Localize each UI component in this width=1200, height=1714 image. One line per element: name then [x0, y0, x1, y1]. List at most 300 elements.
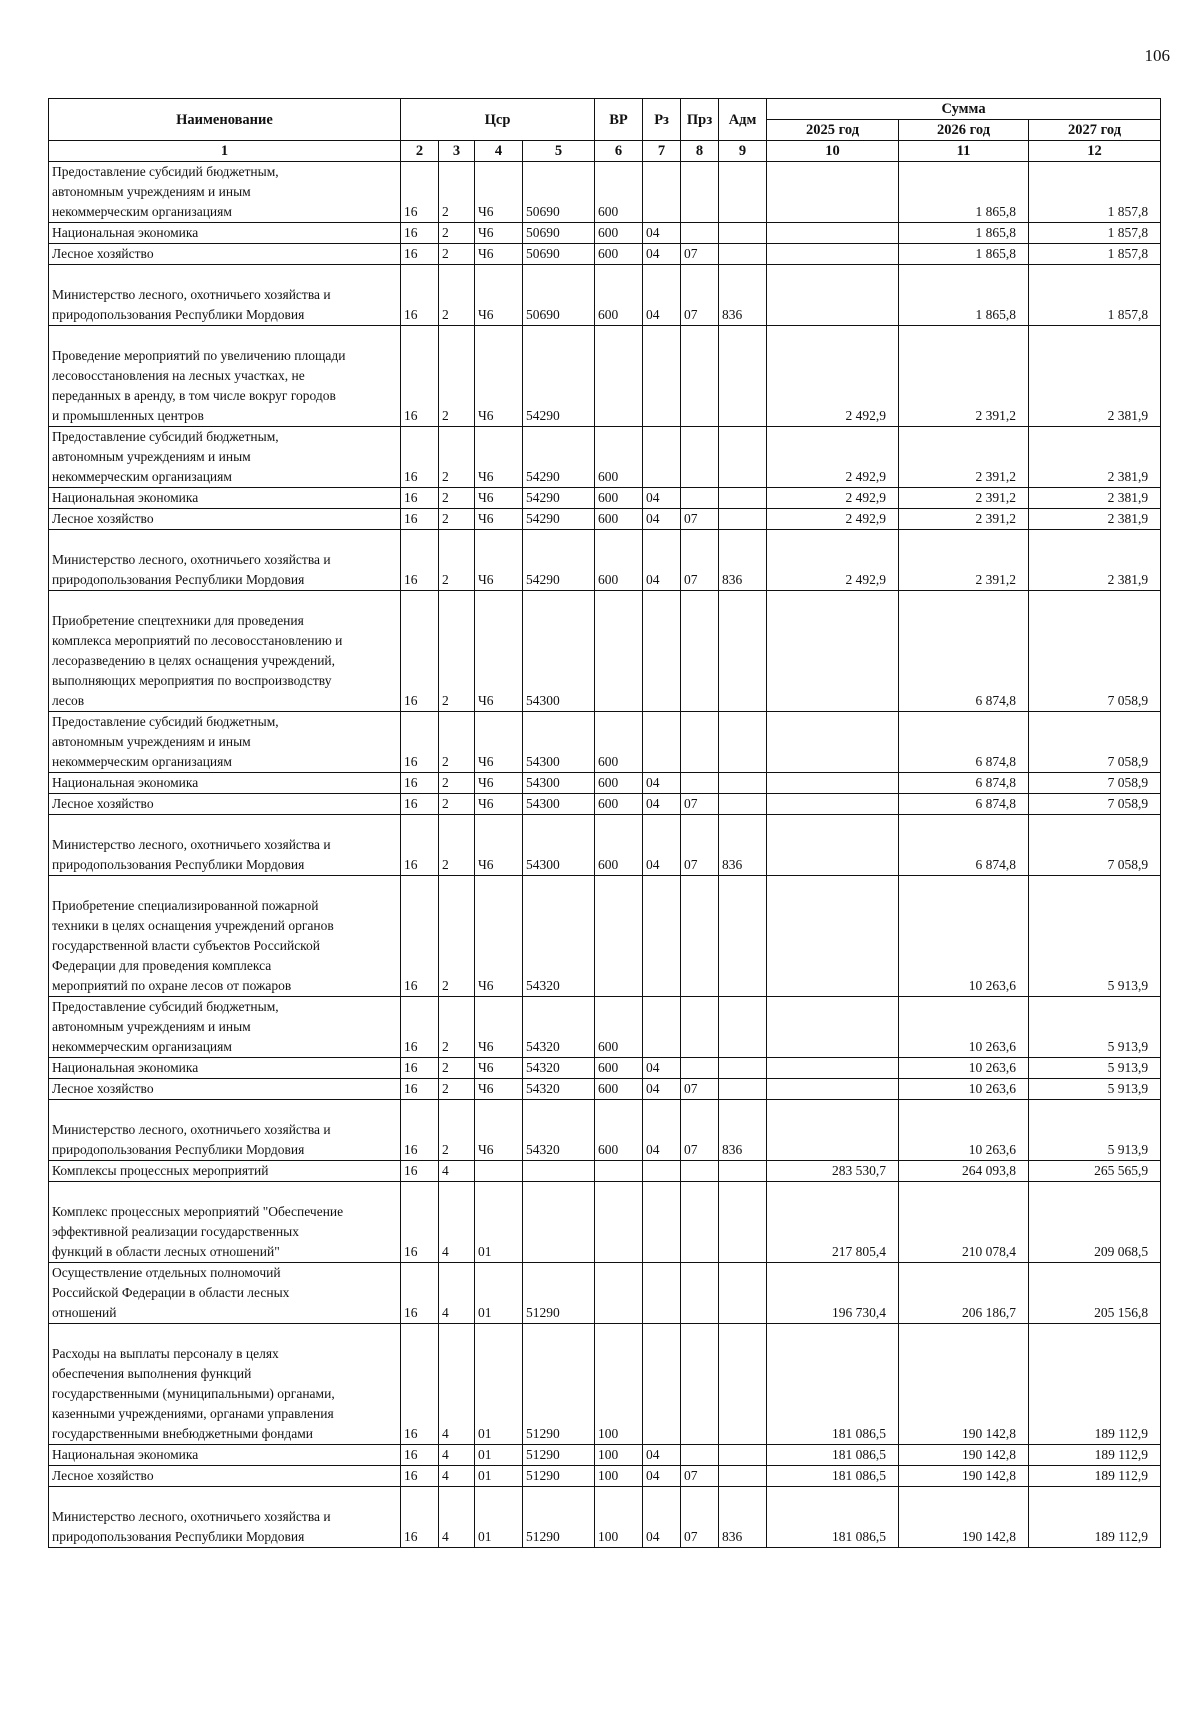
- cell-vr: 600: [595, 488, 643, 509]
- cell-csr-type: 2: [439, 488, 475, 509]
- cell-csr-program: 16: [401, 1445, 439, 1466]
- table-body: [49, 162, 1161, 1548]
- cell-adm: [719, 591, 767, 712]
- cell-rz: [643, 997, 681, 1058]
- cell-amount-2026: 190 142,8: [899, 1445, 1029, 1466]
- cell-amount-2025: [767, 997, 899, 1058]
- cell-rz: 04: [643, 265, 681, 326]
- cell-vr: 600: [595, 265, 643, 326]
- cell-csr-type: 4: [439, 1182, 475, 1263]
- cell-amount-2026: 264 093,8: [899, 1161, 1029, 1182]
- cell-adm: 836: [719, 815, 767, 876]
- cell-name: Комплексы процессных мероприятий: [49, 1161, 401, 1182]
- cell-csr-type: 2: [439, 530, 475, 591]
- cell-name: Приобретение специализированной пожарной техники в целях оснащения учреждений органов государственной власти субъектов Российской Федерации для проведения комплекса мероприятий по охране лесов от пожаров: [49, 876, 401, 997]
- cell-amount-2025: [767, 244, 899, 265]
- cell-rz: 04: [643, 1466, 681, 1487]
- cell-vr: 100: [595, 1466, 643, 1487]
- cell-adm: 836: [719, 530, 767, 591]
- cell-amount-2025: 2 492,9: [767, 488, 899, 509]
- cell-csr-program: 16: [401, 488, 439, 509]
- cell-csr-direction: [523, 1182, 595, 1263]
- col-number: 7: [643, 141, 681, 162]
- cell-vr: [595, 591, 643, 712]
- cell-csr-element: Ч6: [475, 427, 523, 488]
- cell-amount-2026: 1 865,8: [899, 223, 1029, 244]
- table-row: [49, 1058, 1161, 1079]
- table-row: [49, 794, 1161, 815]
- cell-amount-2027: 2 381,9: [1029, 509, 1161, 530]
- cell-name: Министерство лесного, охотничьего хозяйства и природопользования Республики Мордовия: [49, 265, 401, 326]
- cell-amount-2027: 5 913,9: [1029, 1100, 1161, 1161]
- cell-adm: [719, 509, 767, 530]
- table-row: [49, 876, 1161, 997]
- cell-csr-element: 01: [475, 1263, 523, 1324]
- cell-csr-element: Ч6: [475, 162, 523, 223]
- cell-csr-element: Ч6: [475, 509, 523, 530]
- cell-prz: 07: [681, 265, 719, 326]
- cell-amount-2025: [767, 794, 899, 815]
- cell-name: Национальная экономика: [49, 1058, 401, 1079]
- cell-rz: 04: [643, 1058, 681, 1079]
- cell-name: Комплекс процессных мероприятий "Обеспечение эффективной реализации государственных функций в области лесных отношений": [49, 1182, 401, 1263]
- col-number: 5: [523, 141, 595, 162]
- cell-amount-2026: 2 391,2: [899, 427, 1029, 488]
- cell-csr-direction: 51290: [523, 1487, 595, 1548]
- table-row: [49, 1487, 1161, 1548]
- cell-csr-program: 16: [401, 591, 439, 712]
- cell-csr-direction: 51290: [523, 1466, 595, 1487]
- cell-prz: [681, 488, 719, 509]
- cell-amount-2025: [767, 1058, 899, 1079]
- cell-csr-element: Ч6: [475, 815, 523, 876]
- cell-csr-program: 16: [401, 712, 439, 773]
- cell-csr-type: 2: [439, 1100, 475, 1161]
- cell-csr-program: 16: [401, 427, 439, 488]
- cell-amount-2026: 1 865,8: [899, 162, 1029, 223]
- cell-amount-2025: [767, 815, 899, 876]
- cell-prz: [681, 591, 719, 712]
- table-row: [49, 1445, 1161, 1466]
- cell-amount-2026: 206 186,7: [899, 1263, 1029, 1324]
- cell-amount-2026: 1 865,8: [899, 265, 1029, 326]
- cell-vr: 600: [595, 1079, 643, 1100]
- table-row: [49, 712, 1161, 773]
- header-year-2025: 2025 год: [767, 120, 899, 141]
- cell-csr-direction: 54290: [523, 530, 595, 591]
- cell-amount-2027: 5 913,9: [1029, 876, 1161, 997]
- cell-csr-element: 01: [475, 1182, 523, 1263]
- cell-vr: 600: [595, 244, 643, 265]
- cell-rz: [643, 1324, 681, 1445]
- cell-amount-2025: [767, 876, 899, 997]
- cell-amount-2027: 2 381,9: [1029, 530, 1161, 591]
- cell-csr-element: Ч6: [475, 794, 523, 815]
- cell-csr-element: [475, 1161, 523, 1182]
- header-vr: ВР: [595, 99, 643, 141]
- cell-csr-type: 2: [439, 773, 475, 794]
- cell-csr-element: 01: [475, 1466, 523, 1487]
- cell-rz: [643, 1161, 681, 1182]
- cell-amount-2027: 189 112,9: [1029, 1487, 1161, 1548]
- cell-csr-direction: 50690: [523, 223, 595, 244]
- cell-vr: 600: [595, 427, 643, 488]
- header-year-2027: 2027 год: [1029, 120, 1161, 141]
- cell-vr: 600: [595, 773, 643, 794]
- table-row: [49, 1182, 1161, 1263]
- table-row: [49, 1263, 1161, 1324]
- cell-amount-2025: 181 086,5: [767, 1445, 899, 1466]
- cell-csr-program: 16: [401, 773, 439, 794]
- cell-amount-2026: 6 874,8: [899, 794, 1029, 815]
- cell-name: Предоставление субсидий бюджетным, автономным учреждениям и иным некоммерческим организациям: [49, 162, 401, 223]
- page-number: 106: [1144, 46, 1170, 65]
- cell-csr-direction: 54290: [523, 427, 595, 488]
- cell-amount-2026: 2 391,2: [899, 509, 1029, 530]
- cell-name: Лесное хозяйство: [49, 509, 401, 530]
- cell-csr-direction: 50690: [523, 244, 595, 265]
- cell-csr-type: 2: [439, 712, 475, 773]
- cell-rz: [643, 1182, 681, 1263]
- cell-csr-direction: 54320: [523, 1058, 595, 1079]
- table-row: [49, 162, 1161, 223]
- cell-name: Приобретение спецтехники для проведения комплекса мероприятий по лесовосстановлению и лесоразведению в целях оснащения учреждений, выполняющих мероприятия по воспроизводству лесов: [49, 591, 401, 712]
- cell-csr-program: 16: [401, 997, 439, 1058]
- col-number: 11: [899, 141, 1029, 162]
- cell-csr-direction: 54320: [523, 997, 595, 1058]
- cell-rz: 04: [643, 530, 681, 591]
- table-row: [49, 265, 1161, 326]
- cell-prz: [681, 427, 719, 488]
- cell-adm: 836: [719, 265, 767, 326]
- cell-prz: 07: [681, 794, 719, 815]
- cell-name: Проведение мероприятий по увеличению площади лесовосстановления на лесных участках, не переданных в аренду, в том числе вокруг городов и промышленных центров: [49, 326, 401, 427]
- cell-name: Лесное хозяйство: [49, 1466, 401, 1487]
- table-row: [49, 530, 1161, 591]
- cell-csr-program: 16: [401, 223, 439, 244]
- cell-prz: 07: [681, 1079, 719, 1100]
- cell-csr-direction: 54320: [523, 876, 595, 997]
- cell-csr-type: 4: [439, 1487, 475, 1548]
- cell-prz: [681, 1161, 719, 1182]
- header-csr: Цср: [401, 99, 595, 141]
- cell-adm: [719, 326, 767, 427]
- cell-amount-2027: 5 913,9: [1029, 997, 1161, 1058]
- cell-csr-program: 16: [401, 1079, 439, 1100]
- cell-csr-direction: 54300: [523, 712, 595, 773]
- header-year-2026: 2026 год: [899, 120, 1029, 141]
- cell-name: Министерство лесного, охотничьего хозяйства и природопользования Республики Мордовия: [49, 530, 401, 591]
- cell-prz: [681, 1445, 719, 1466]
- cell-adm: [719, 997, 767, 1058]
- cell-csr-program: 16: [401, 1182, 439, 1263]
- cell-amount-2027: 205 156,8: [1029, 1263, 1161, 1324]
- col-number: 8: [681, 141, 719, 162]
- cell-amount-2025: 181 086,5: [767, 1466, 899, 1487]
- cell-csr-program: 16: [401, 530, 439, 591]
- cell-amount-2025: 2 492,9: [767, 509, 899, 530]
- cell-csr-element: Ч6: [475, 265, 523, 326]
- cell-csr-element: Ч6: [475, 773, 523, 794]
- cell-csr-direction: 54300: [523, 794, 595, 815]
- cell-csr-type: 2: [439, 1058, 475, 1079]
- cell-rz: 04: [643, 815, 681, 876]
- cell-amount-2026: 2 391,2: [899, 326, 1029, 427]
- cell-prz: [681, 326, 719, 427]
- table-row: [49, 1161, 1161, 1182]
- cell-csr-type: 4: [439, 1445, 475, 1466]
- table-row: [49, 591, 1161, 712]
- cell-amount-2026: 2 391,2: [899, 530, 1029, 591]
- cell-amount-2027: 5 913,9: [1029, 1079, 1161, 1100]
- table-row: [49, 244, 1161, 265]
- table-row: [49, 509, 1161, 530]
- cell-amount-2027: 7 058,9: [1029, 773, 1161, 794]
- cell-adm: [719, 1058, 767, 1079]
- cell-adm: [719, 794, 767, 815]
- cell-csr-element: Ч6: [475, 244, 523, 265]
- cell-csr-program: 16: [401, 1100, 439, 1161]
- cell-rz: [643, 712, 681, 773]
- cell-vr: 600: [595, 1100, 643, 1161]
- cell-csr-program: 16: [401, 876, 439, 997]
- table-row: [49, 815, 1161, 876]
- cell-amount-2027: 1 857,8: [1029, 162, 1161, 223]
- cell-csr-element: Ч6: [475, 223, 523, 244]
- cell-csr-type: 2: [439, 1079, 475, 1100]
- header-prz: Прз: [681, 99, 719, 141]
- cell-name: Предоставление субсидий бюджетным, автономным учреждениям и иным некоммерческим организациям: [49, 997, 401, 1058]
- col-number: 9: [719, 141, 767, 162]
- cell-prz: [681, 773, 719, 794]
- cell-csr-type: 2: [439, 223, 475, 244]
- cell-amount-2025: 2 492,9: [767, 427, 899, 488]
- cell-rz: 04: [643, 1445, 681, 1466]
- cell-adm: [719, 1445, 767, 1466]
- cell-adm: [719, 1182, 767, 1263]
- header-adm: Адм: [719, 99, 767, 141]
- cell-rz: [643, 1263, 681, 1324]
- cell-csr-program: 16: [401, 244, 439, 265]
- cell-rz: 04: [643, 244, 681, 265]
- cell-amount-2025: 181 086,5: [767, 1324, 899, 1445]
- cell-csr-element: Ч6: [475, 591, 523, 712]
- cell-amount-2025: 283 530,7: [767, 1161, 899, 1182]
- cell-csr-element: 01: [475, 1445, 523, 1466]
- cell-amount-2026: 6 874,8: [899, 815, 1029, 876]
- cell-adm: [719, 1079, 767, 1100]
- cell-csr-element: Ч6: [475, 530, 523, 591]
- cell-amount-2027: 7 058,9: [1029, 712, 1161, 773]
- cell-amount-2027: 1 857,8: [1029, 244, 1161, 265]
- cell-amount-2026: 190 142,8: [899, 1487, 1029, 1548]
- cell-csr-direction: 50690: [523, 265, 595, 326]
- col-number: 4: [475, 141, 523, 162]
- cell-csr-program: 16: [401, 162, 439, 223]
- cell-rz: 04: [643, 223, 681, 244]
- cell-csr-direction: 50690: [523, 162, 595, 223]
- cell-adm: [719, 876, 767, 997]
- cell-prz: 07: [681, 530, 719, 591]
- cell-adm: [719, 1161, 767, 1182]
- cell-csr-program: 16: [401, 509, 439, 530]
- table-row: [49, 427, 1161, 488]
- cell-prz: [681, 997, 719, 1058]
- cell-rz: 04: [643, 794, 681, 815]
- cell-amount-2027: 2 381,9: [1029, 488, 1161, 509]
- cell-adm: [719, 223, 767, 244]
- cell-name: Осуществление отдельных полномочий Российской Федерации в области лесных отношений: [49, 1263, 401, 1324]
- cell-name: Министерство лесного, охотничьего хозяйства и природопользования Республики Мордовия: [49, 1100, 401, 1161]
- cell-amount-2026: 6 874,8: [899, 591, 1029, 712]
- cell-amount-2027: 1 857,8: [1029, 223, 1161, 244]
- cell-name: Лесное хозяйство: [49, 794, 401, 815]
- cell-adm: [719, 1324, 767, 1445]
- table-row: [49, 223, 1161, 244]
- table-row: [49, 1100, 1161, 1161]
- cell-vr: [595, 326, 643, 427]
- cell-csr-program: 16: [401, 794, 439, 815]
- cell-adm: [719, 162, 767, 223]
- cell-vr: 100: [595, 1324, 643, 1445]
- cell-amount-2026: 10 263,6: [899, 997, 1029, 1058]
- cell-amount-2025: [767, 1100, 899, 1161]
- cell-adm: 836: [719, 1487, 767, 1548]
- cell-prz: 07: [681, 1466, 719, 1487]
- cell-vr: 600: [595, 712, 643, 773]
- cell-csr-program: 16: [401, 1487, 439, 1548]
- cell-amount-2026: 190 142,8: [899, 1466, 1029, 1487]
- col-number: 10: [767, 141, 899, 162]
- cell-name: Предоставление субсидий бюджетным, автономным учреждениям и иным некоммерческим организациям: [49, 712, 401, 773]
- cell-csr-element: Ч6: [475, 326, 523, 427]
- cell-prz: [681, 1324, 719, 1445]
- cell-vr: 100: [595, 1445, 643, 1466]
- cell-amount-2025: 2 492,9: [767, 326, 899, 427]
- cell-csr-direction: 54290: [523, 509, 595, 530]
- cell-amount-2027: 2 381,9: [1029, 427, 1161, 488]
- cell-amount-2026: 190 142,8: [899, 1324, 1029, 1445]
- table-row: [49, 1079, 1161, 1100]
- cell-prz: 07: [681, 1487, 719, 1548]
- cell-vr: 600: [595, 162, 643, 223]
- cell-name: Расходы на выплаты персоналу в целях обеспечения выполнения функций государственными (муниципальными) органами, казенными учреждениями, органами управления государственными внебюджетными фондами: [49, 1324, 401, 1445]
- cell-csr-program: 16: [401, 1161, 439, 1182]
- cell-amount-2026: 2 391,2: [899, 488, 1029, 509]
- cell-csr-program: 16: [401, 326, 439, 427]
- cell-csr-direction: 54290: [523, 326, 595, 427]
- cell-amount-2027: 189 112,9: [1029, 1324, 1161, 1445]
- cell-csr-direction: 54300: [523, 815, 595, 876]
- cell-csr-type: 2: [439, 591, 475, 712]
- cell-amount-2026: 10 263,6: [899, 1100, 1029, 1161]
- cell-amount-2025: [767, 773, 899, 794]
- cell-amount-2026: 10 263,6: [899, 1079, 1029, 1100]
- cell-csr-element: Ч6: [475, 1100, 523, 1161]
- cell-csr-element: 01: [475, 1487, 523, 1548]
- cell-csr-type: 2: [439, 815, 475, 876]
- header-column-numbers: [49, 141, 1161, 162]
- cell-name: Национальная экономика: [49, 488, 401, 509]
- cell-csr-type: 2: [439, 326, 475, 427]
- cell-csr-type: 2: [439, 427, 475, 488]
- cell-name: Национальная экономика: [49, 223, 401, 244]
- cell-csr-direction: 54320: [523, 1079, 595, 1100]
- cell-csr-element: Ч6: [475, 1079, 523, 1100]
- cell-rz: [643, 326, 681, 427]
- cell-amount-2025: [767, 162, 899, 223]
- cell-csr-direction: 51290: [523, 1263, 595, 1324]
- cell-csr-type: 4: [439, 1466, 475, 1487]
- cell-amount-2027: 189 112,9: [1029, 1466, 1161, 1487]
- cell-csr-element: Ч6: [475, 1058, 523, 1079]
- cell-name: Министерство лесного, охотничьего хозяйства и природопользования Республики Мордовия: [49, 815, 401, 876]
- cell-prz: [681, 712, 719, 773]
- cell-adm: [719, 488, 767, 509]
- cell-rz: 04: [643, 488, 681, 509]
- table-row: [49, 997, 1161, 1058]
- cell-vr: 600: [595, 509, 643, 530]
- cell-amount-2026: 6 874,8: [899, 712, 1029, 773]
- cell-vr: 600: [595, 815, 643, 876]
- cell-csr-direction: [523, 1161, 595, 1182]
- cell-rz: 04: [643, 1079, 681, 1100]
- cell-prz: 07: [681, 509, 719, 530]
- cell-amount-2025: 217 805,4: [767, 1182, 899, 1263]
- cell-vr: [595, 1263, 643, 1324]
- cell-csr-type: 2: [439, 509, 475, 530]
- cell-prz: [681, 876, 719, 997]
- cell-rz: 04: [643, 1487, 681, 1548]
- cell-amount-2025: 2 492,9: [767, 530, 899, 591]
- cell-name: Лесное хозяйство: [49, 1079, 401, 1100]
- cell-csr-program: 16: [401, 1466, 439, 1487]
- cell-csr-type: 2: [439, 997, 475, 1058]
- cell-amount-2027: 7 058,9: [1029, 815, 1161, 876]
- table-row: [49, 326, 1161, 427]
- cell-prz: 07: [681, 1100, 719, 1161]
- cell-adm: [719, 773, 767, 794]
- cell-adm: [719, 244, 767, 265]
- table-row: [49, 1466, 1161, 1487]
- cell-vr: 600: [595, 997, 643, 1058]
- cell-csr-type: 2: [439, 265, 475, 326]
- cell-prz: [681, 1058, 719, 1079]
- cell-amount-2026: 10 263,6: [899, 876, 1029, 997]
- header-row-top: [49, 99, 1161, 120]
- cell-name: Лесное хозяйство: [49, 244, 401, 265]
- cell-csr-direction: 51290: [523, 1324, 595, 1445]
- col-number: 1: [49, 141, 401, 162]
- col-number: 3: [439, 141, 475, 162]
- cell-amount-2025: [767, 1079, 899, 1100]
- cell-prz: 07: [681, 815, 719, 876]
- cell-amount-2027: 5 913,9: [1029, 1058, 1161, 1079]
- cell-adm: [719, 1466, 767, 1487]
- cell-name: Национальная экономика: [49, 773, 401, 794]
- cell-amount-2027: 7 058,9: [1029, 591, 1161, 712]
- cell-rz: [643, 162, 681, 223]
- table-row: [49, 773, 1161, 794]
- cell-csr-direction: 51290: [523, 1445, 595, 1466]
- cell-name: Национальная экономика: [49, 1445, 401, 1466]
- cell-amount-2027: 7 058,9: [1029, 794, 1161, 815]
- cell-amount-2026: 210 078,4: [899, 1182, 1029, 1263]
- cell-amount-2025: 181 086,5: [767, 1487, 899, 1548]
- col-number: 2: [401, 141, 439, 162]
- cell-amount-2027: 265 565,9: [1029, 1161, 1161, 1182]
- cell-csr-program: 16: [401, 1263, 439, 1324]
